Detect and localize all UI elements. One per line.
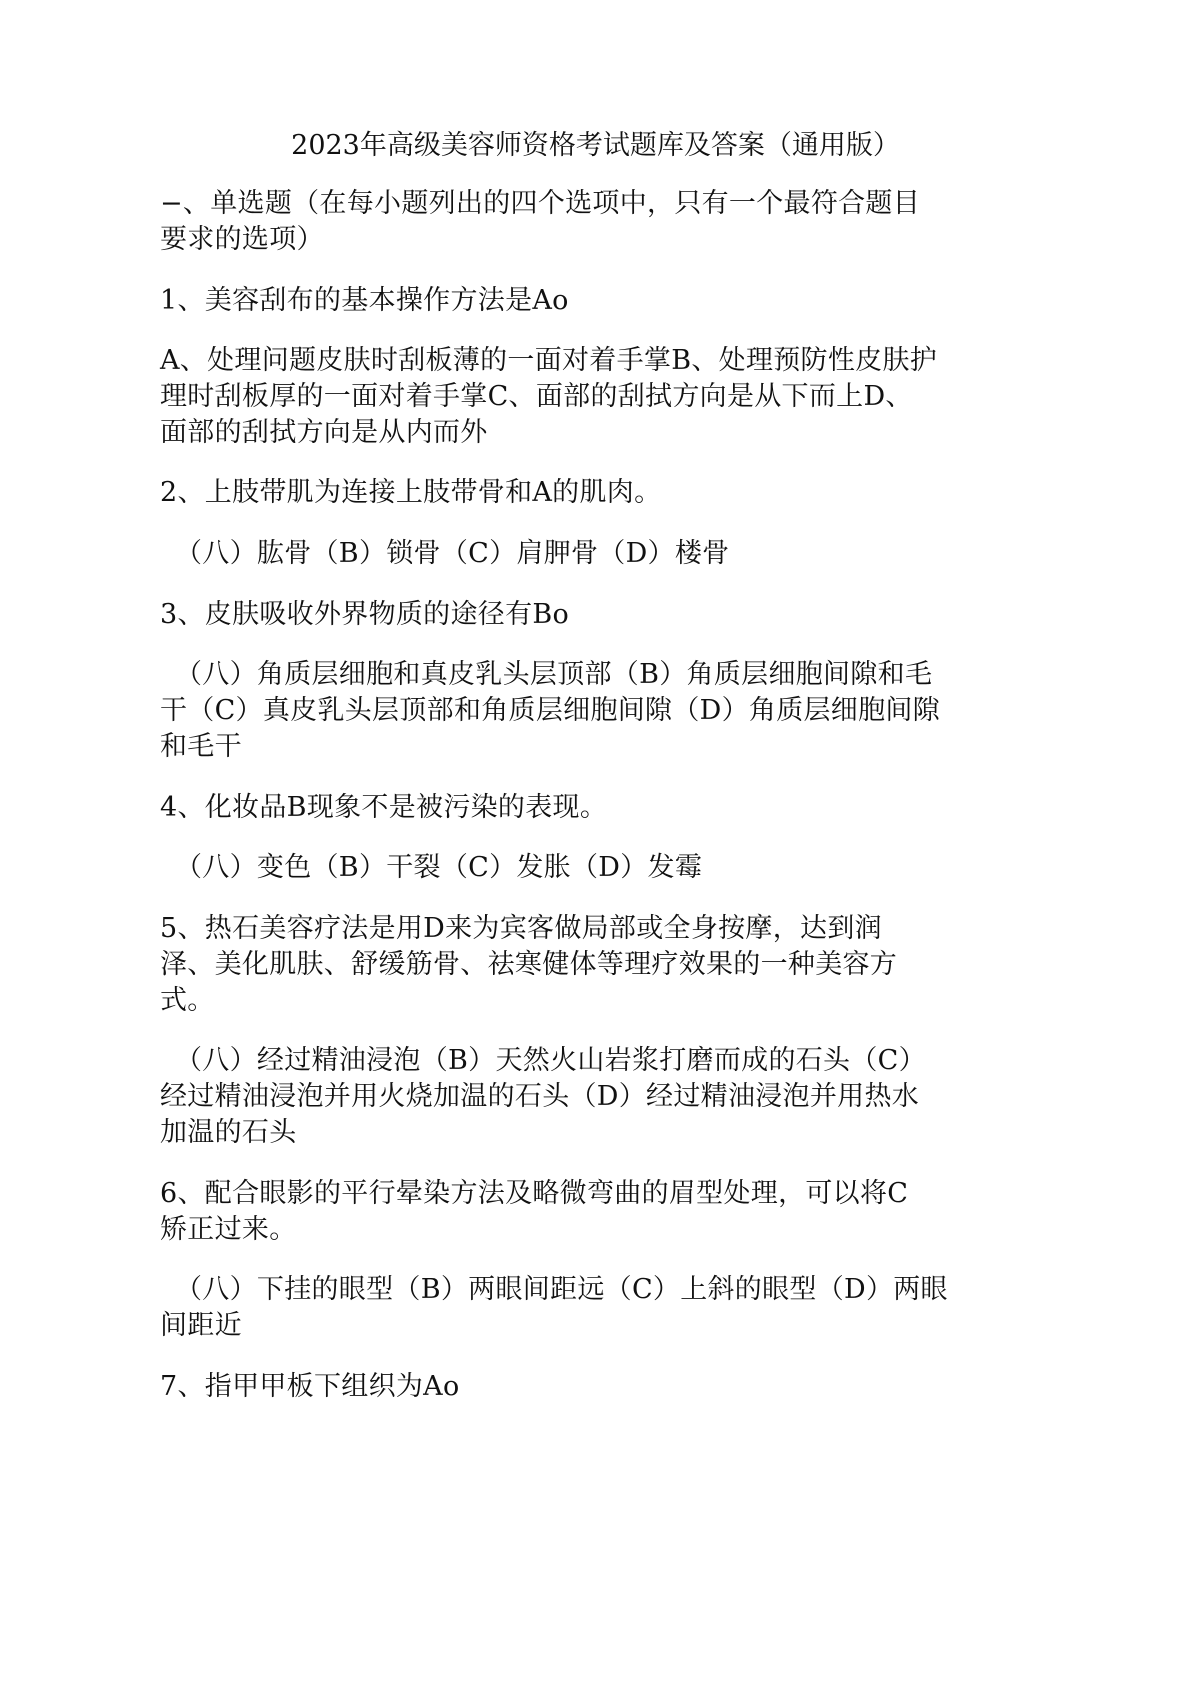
question-2-options: （八）肱骨（B）锁骨（C）肩胛骨（D）楼骨	[175, 538, 730, 569]
question-3-options-line-2: 干（C）真皮乳头层顶部和角质层细胞间隙（D）角质层细胞间隙	[160, 695, 941, 726]
question-1-options-line-1: A、处理问题皮肤时刮板薄的一面对着手掌B、处理预防性皮肤护	[160, 345, 938, 376]
question-3-options-line-1: （八）角质层细胞和真皮乳头层顶部（B）角质层细胞间隙和毛	[175, 659, 933, 690]
question-6-line-1: 6、配合眼影的平行晕染方法及略微弯曲的眉型处理，可以将C	[160, 1178, 909, 1209]
question-6-options-line-2: 间距近	[160, 1310, 242, 1341]
question-1-options-line-3: 面部的刮拭方向是从内而外	[160, 417, 488, 448]
question-5-options-line-2: 经过精油浸泡并用火烧加温的石头（D）经过精油浸泡并用热水	[160, 1081, 920, 1112]
question-1-options-line-2: 理时刮板厚的一面对着手掌C、面部的刮拭方向是从下而上D、	[160, 381, 913, 412]
question-5-options-line-3: 加温的石头	[160, 1117, 297, 1148]
question-4: 4、化妆品B现象不是被污染的表现。	[160, 792, 608, 823]
question-7: 7、指甲甲板下组织为Ao	[160, 1371, 460, 1402]
question-5-line-1: 5、热石美容疗法是用D来为宾客做局部或全身按摩，达到润	[160, 913, 882, 944]
question-6-options-line-1: （八）下挂的眼型（B）两眼间距远（C）上斜的眼型（D）两眼	[175, 1274, 948, 1305]
question-5-options-line-1: （八）经过精油浸泡（B）天然火山岩浆打磨而成的石头（C）	[175, 1045, 926, 1076]
section-heading-line-1: −、单选题（在每小题列出的四个选项中，只有一个最符合题目	[160, 188, 921, 219]
question-5-line-3: 式。	[160, 985, 215, 1016]
question-3: 3、皮肤吸收外界物质的途径有Bo	[160, 599, 570, 630]
question-4-options: （八）变色（B）干裂（C）发胀（D）发霉	[175, 852, 703, 883]
question-1: 1、美容刮布的基本操作方法是Ao	[160, 285, 569, 316]
document-title: 2023年高级美容师资格考试题库及答案（通用版）	[291, 130, 900, 161]
question-5-line-2: 泽、美化肌肤、舒缓筋骨、祛寒健体等理疗效果的一种美容方	[160, 949, 898, 980]
section-heading-line-2: 要求的选项）	[160, 224, 324, 255]
question-2: 2、上肢带肌为连接上肢带骨和A的肌肉。	[160, 477, 662, 508]
question-6-line-2: 矫正过来。	[160, 1214, 297, 1245]
question-3-options-line-3: 和毛干	[160, 731, 242, 762]
